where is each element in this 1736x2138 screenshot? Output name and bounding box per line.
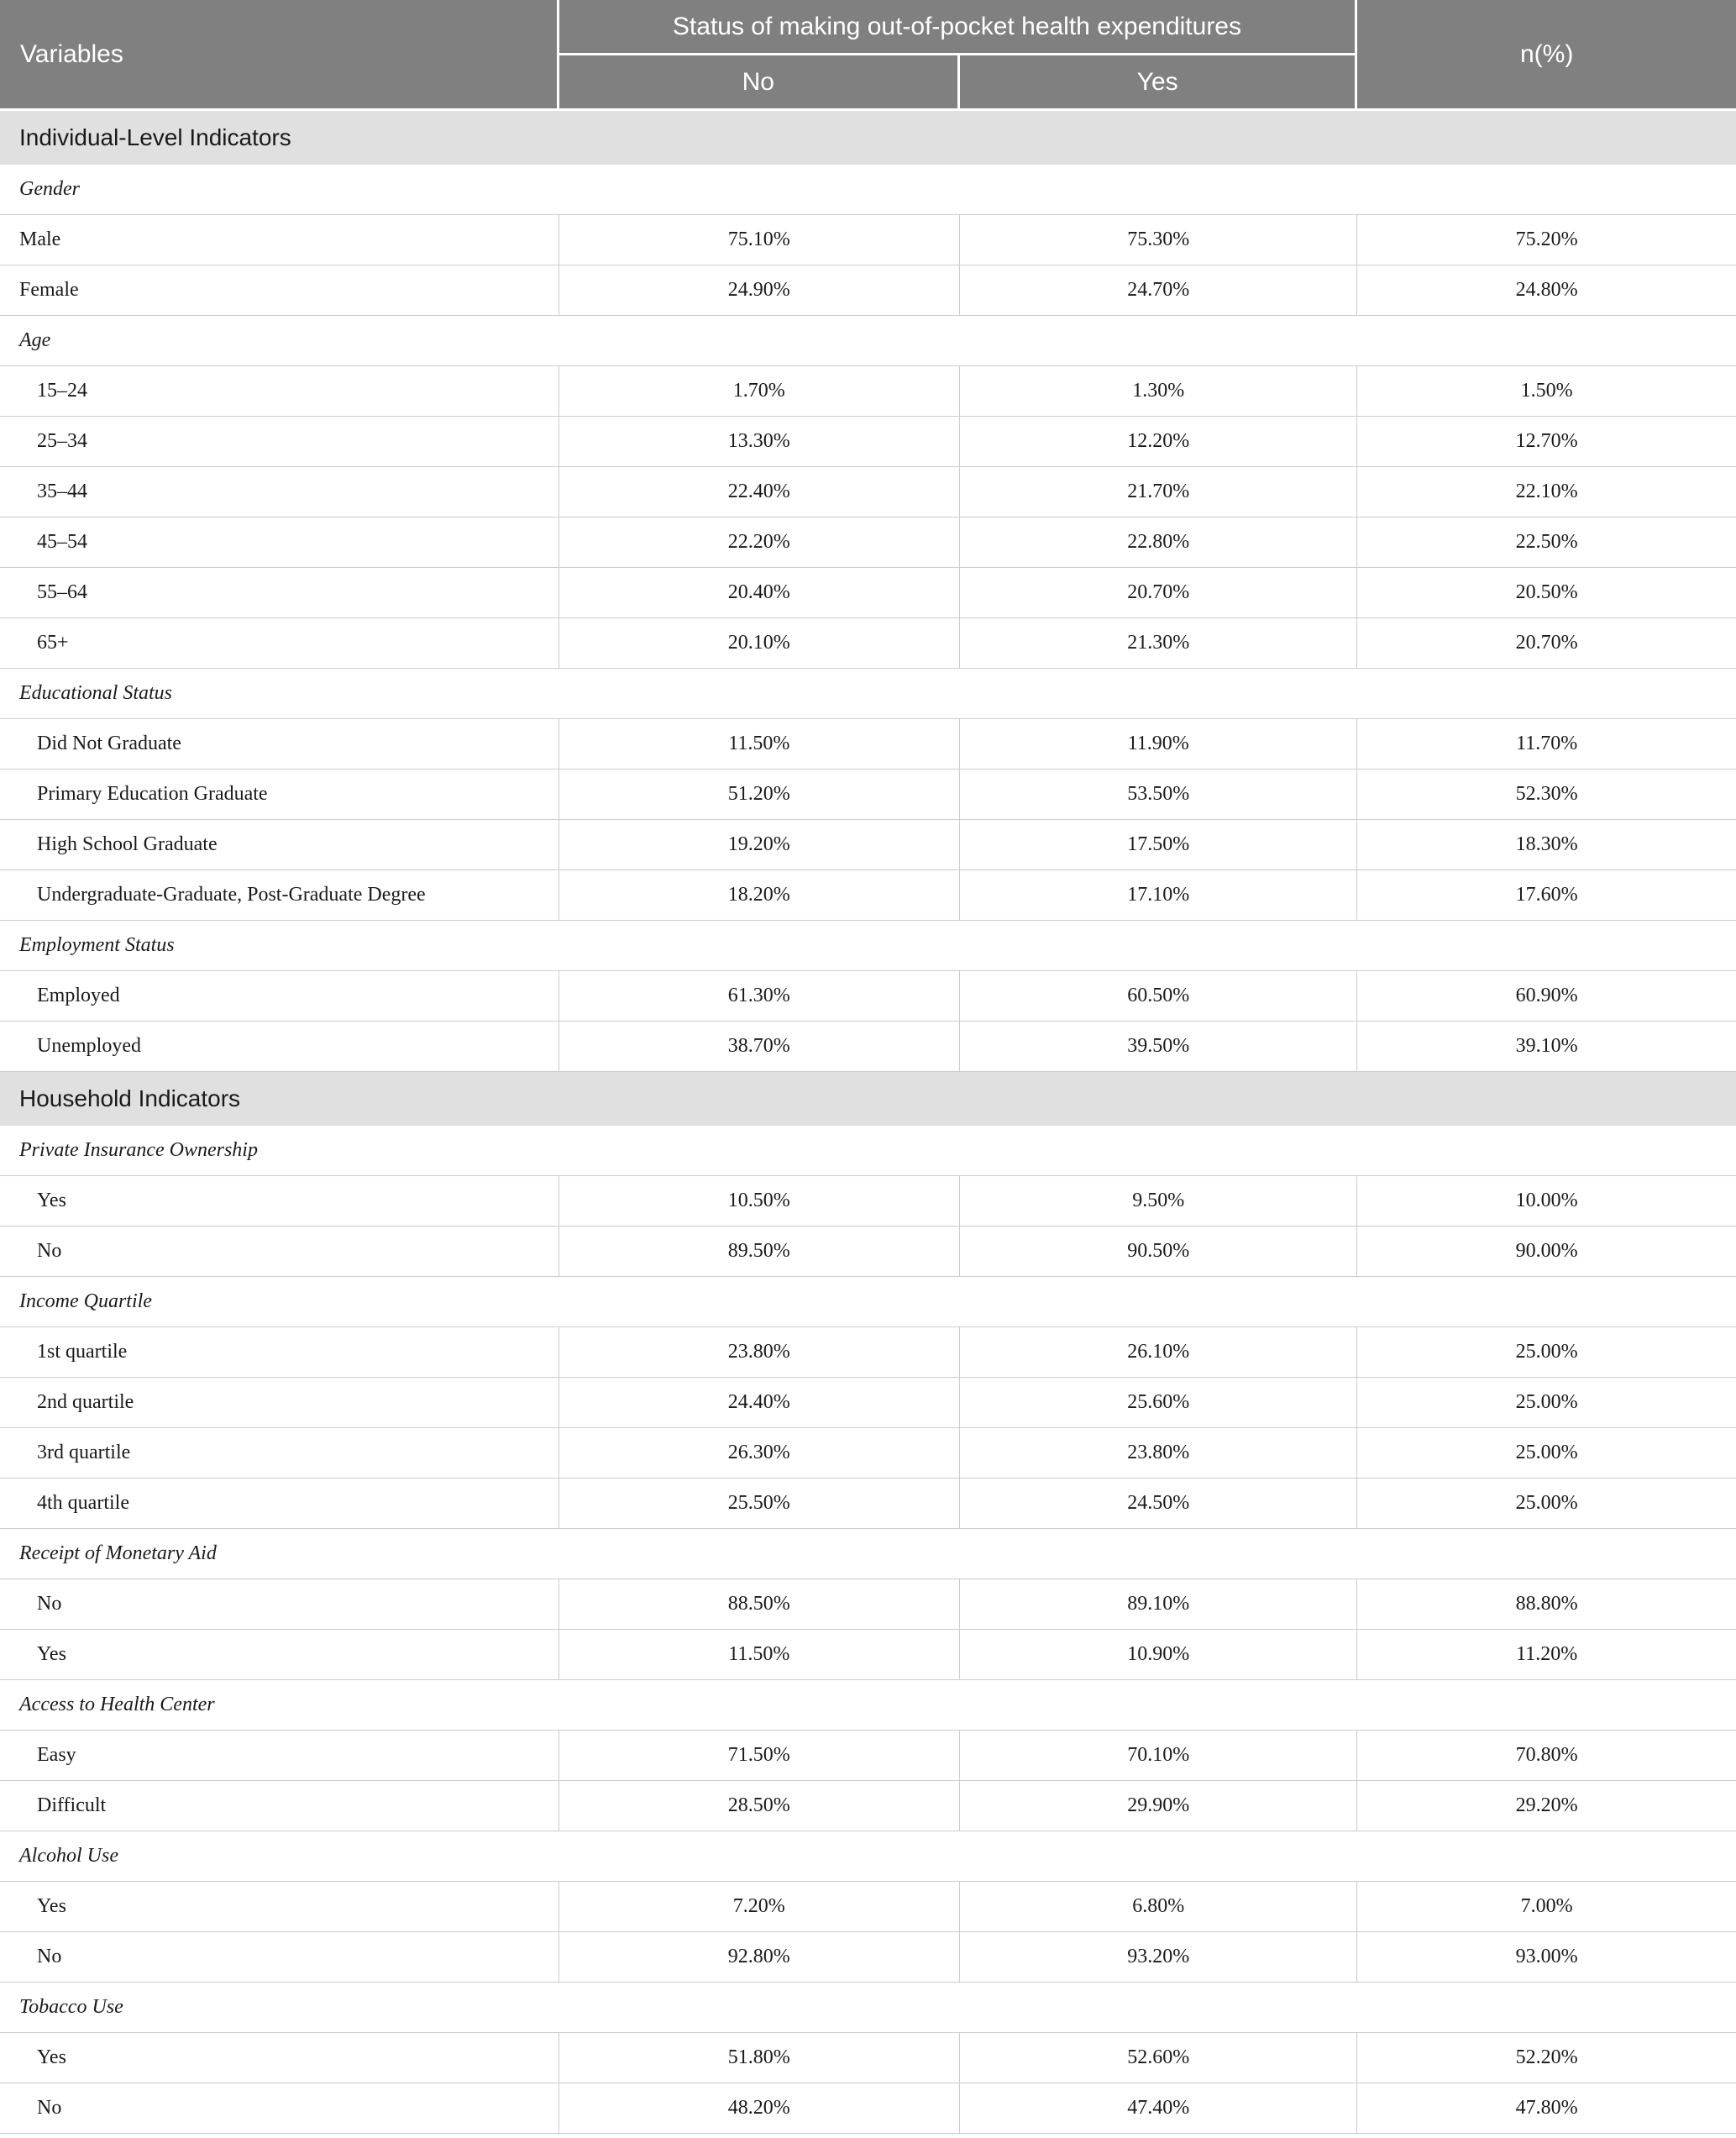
col-header-yes: Yes [960,55,1357,111]
table-row [0,1932,1736,1983]
value-yes: 24.50% [960,1479,1357,1529]
variable-group-row [0,1529,1736,1579]
row-label: 15–24 [0,366,559,417]
table-row [0,770,1736,820]
variable-group-label: Tobacco Use [0,1983,1736,2033]
value-no: 88.50% [559,1579,960,1630]
value-n-pct: 11.20% [1357,1630,1736,1680]
value-n-pct: 24.80% [1357,265,1736,316]
value-no: 89.50% [559,1227,960,1277]
row-label: No [0,2083,559,2134]
row-label: 2nd quartile [0,1378,559,1428]
value-n-pct: 1.50% [1357,366,1736,417]
table-row [0,265,1736,316]
value-n-pct: 7.00% [1357,1882,1736,1932]
table-row [0,719,1736,770]
row-label: Yes [0,1176,559,1227]
variable-group-label: Income Quartile [0,1277,1736,1327]
value-yes: 21.30% [960,618,1357,669]
table-row [0,1022,1736,1072]
value-n-pct: 25.00% [1357,1479,1736,1529]
value-yes: 47.40% [960,2083,1357,2134]
table-row [0,820,1736,870]
variable-group-row [0,1831,1736,1882]
row-label: 3rd quartile [0,1428,559,1479]
variable-group-row [0,1126,1736,1176]
value-yes: 17.50% [960,820,1357,870]
section-title: Household Indicators [0,1072,1736,1126]
value-no: 51.20% [559,770,960,820]
variable-group-label: Age [0,316,1736,366]
value-no: 24.90% [559,265,960,316]
value-n-pct: 29.20% [1357,1781,1736,1831]
value-no: 1.70% [559,366,960,417]
value-n-pct: 88.80% [1357,1579,1736,1630]
value-yes: 70.10% [960,1731,1357,1781]
value-n-pct: 47.80% [1357,2083,1736,2134]
col-header-no: No [559,55,960,111]
table-row [0,618,1736,669]
variable-group-row [0,669,1736,719]
table-row [0,971,1736,1022]
value-yes: 22.80% [960,517,1357,568]
table-row [0,417,1736,467]
value-n-pct: 20.50% [1357,568,1736,618]
table-row [0,1378,1736,1428]
value-no: 71.50% [559,1731,960,1781]
value-no: 48.20% [559,2083,960,2134]
value-no: 24.40% [559,1378,960,1428]
row-label: 25–34 [0,417,559,467]
row-label: Unemployed [0,1022,559,1072]
row-label: No [0,1932,559,1983]
value-yes: 11.90% [960,719,1357,770]
table-row [0,1882,1736,1932]
table-row [0,1176,1736,1227]
variable-group-label: Alcohol Use [0,1831,1736,1882]
table-row [0,366,1736,417]
table-row [0,215,1736,265]
variable-group-label: Gender [0,165,1736,215]
value-no: 22.20% [559,517,960,568]
value-no: 75.10% [559,215,960,265]
variable-group-label: Educational Status [0,669,1736,719]
value-n-pct: 10.00% [1357,1176,1736,1227]
row-label: No [0,1579,559,1630]
value-yes: 75.30% [960,215,1357,265]
value-yes: 20.70% [960,568,1357,618]
table-row [0,1731,1736,1781]
variable-group-row [0,165,1736,215]
table-body [0,111,1736,2134]
value-no: 22.40% [559,467,960,517]
value-no: 20.40% [559,568,960,618]
row-label: 4th quartile [0,1479,559,1529]
value-no: 38.70% [559,1022,960,1072]
col-header-variables: Variables [0,0,559,111]
table-row [0,1428,1736,1479]
value-yes: 23.80% [960,1428,1357,1479]
value-no: 28.50% [559,1781,960,1831]
variable-group-row [0,921,1736,971]
value-yes: 17.10% [960,870,1357,921]
value-n-pct: 90.00% [1357,1227,1736,1277]
row-label: 65+ [0,618,559,669]
value-no: 11.50% [559,1630,960,1680]
table-row [0,467,1736,517]
value-n-pct: 20.70% [1357,618,1736,669]
value-yes: 6.80% [960,1882,1357,1932]
row-label: Yes [0,2033,559,2083]
table-row [0,1781,1736,1831]
value-no: 13.30% [559,417,960,467]
row-label: Yes [0,1630,559,1680]
value-no: 20.10% [559,618,960,669]
value-yes: 89.10% [960,1579,1357,1630]
value-no: 26.30% [559,1428,960,1479]
variable-group-label: Access to Health Center [0,1680,1736,1731]
row-label: 35–44 [0,467,559,517]
value-n-pct: 25.00% [1357,1327,1736,1378]
value-no: 92.80% [559,1932,960,1983]
value-yes: 60.50% [960,971,1357,1022]
value-n-pct: 12.70% [1357,417,1736,467]
row-label: Employed [0,971,559,1022]
table-row [0,1227,1736,1277]
value-no: 11.50% [559,719,960,770]
table-row [0,1630,1736,1680]
value-no: 18.20% [559,870,960,921]
row-label: Female [0,265,559,316]
value-no: 19.20% [559,820,960,870]
table-row [0,1579,1736,1630]
row-label: 55–64 [0,568,559,618]
col-header-status-group: Status of making out-of-pocket health expenditures [559,0,1358,55]
table-row [0,1479,1736,1529]
value-no: 25.50% [559,1479,960,1529]
row-label: Did Not Graduate [0,719,559,770]
row-label: Primary Education Graduate [0,770,559,820]
table-row [0,870,1736,921]
value-n-pct: 25.00% [1357,1378,1736,1428]
value-no: 23.80% [559,1327,960,1378]
section-title: Individual-Level Indicators [0,111,1736,165]
variable-group-label: Employment Status [0,921,1736,971]
value-n-pct: 60.90% [1357,971,1736,1022]
value-n-pct: 17.60% [1357,870,1736,921]
variable-group-label: Receipt of Monetary Aid [0,1529,1736,1579]
variable-group-row [0,316,1736,366]
value-n-pct: 52.30% [1357,770,1736,820]
row-label: 1st quartile [0,1327,559,1378]
value-n-pct: 93.00% [1357,1932,1736,1983]
value-yes: 10.90% [960,1630,1357,1680]
value-n-pct: 18.30% [1357,820,1736,870]
row-label: High School Graduate [0,820,559,870]
row-label: 45–54 [0,517,559,568]
value-n-pct: 25.00% [1357,1428,1736,1479]
value-n-pct: 22.50% [1357,517,1736,568]
row-label: Difficult [0,1781,559,1831]
value-n-pct: 39.10% [1357,1022,1736,1072]
table-row [0,517,1736,568]
row-label: No [0,1227,559,1277]
value-yes: 29.90% [960,1781,1357,1831]
value-yes: 12.20% [960,417,1357,467]
row-label: Easy [0,1731,559,1781]
table-row [0,568,1736,618]
col-header-n-pct: n(%) [1357,0,1736,111]
value-n-pct: 11.70% [1357,719,1736,770]
table-row [0,1327,1736,1378]
value-yes: 21.70% [960,467,1357,517]
value-yes: 90.50% [960,1227,1357,1277]
value-n-pct: 70.80% [1357,1731,1736,1781]
value-yes: 39.50% [960,1022,1357,1072]
row-label: Undergraduate-Graduate, Post-Graduate Degree [0,870,559,921]
value-no: 61.30% [559,971,960,1022]
value-yes: 93.20% [960,1932,1357,1983]
variable-group-label: Private Insurance Ownership [0,1126,1736,1176]
value-yes: 26.10% [960,1327,1357,1378]
section-header-row [0,111,1736,165]
value-yes: 9.50% [960,1176,1357,1227]
table-row [0,2033,1736,2083]
table-header [0,0,1736,111]
value-yes: 52.60% [960,2033,1357,2083]
row-label: Yes [0,1882,559,1932]
variable-group-row [0,1277,1736,1327]
value-n-pct: 75.20% [1357,215,1736,265]
value-no: 10.50% [559,1176,960,1227]
header-row-1 [0,0,1736,55]
row-label: Male [0,215,559,265]
value-n-pct: 52.20% [1357,2033,1736,2083]
value-no: 7.20% [559,1882,960,1932]
value-yes: 53.50% [960,770,1357,820]
value-n-pct: 22.10% [1357,467,1736,517]
variable-group-row [0,1983,1736,2033]
value-yes: 25.60% [960,1378,1357,1428]
table-row [0,2083,1736,2134]
value-no: 51.80% [559,2033,960,2083]
value-yes: 1.30% [960,366,1357,417]
value-yes: 24.70% [960,265,1357,316]
section-header-row [0,1072,1736,1126]
variable-group-row [0,1680,1736,1731]
